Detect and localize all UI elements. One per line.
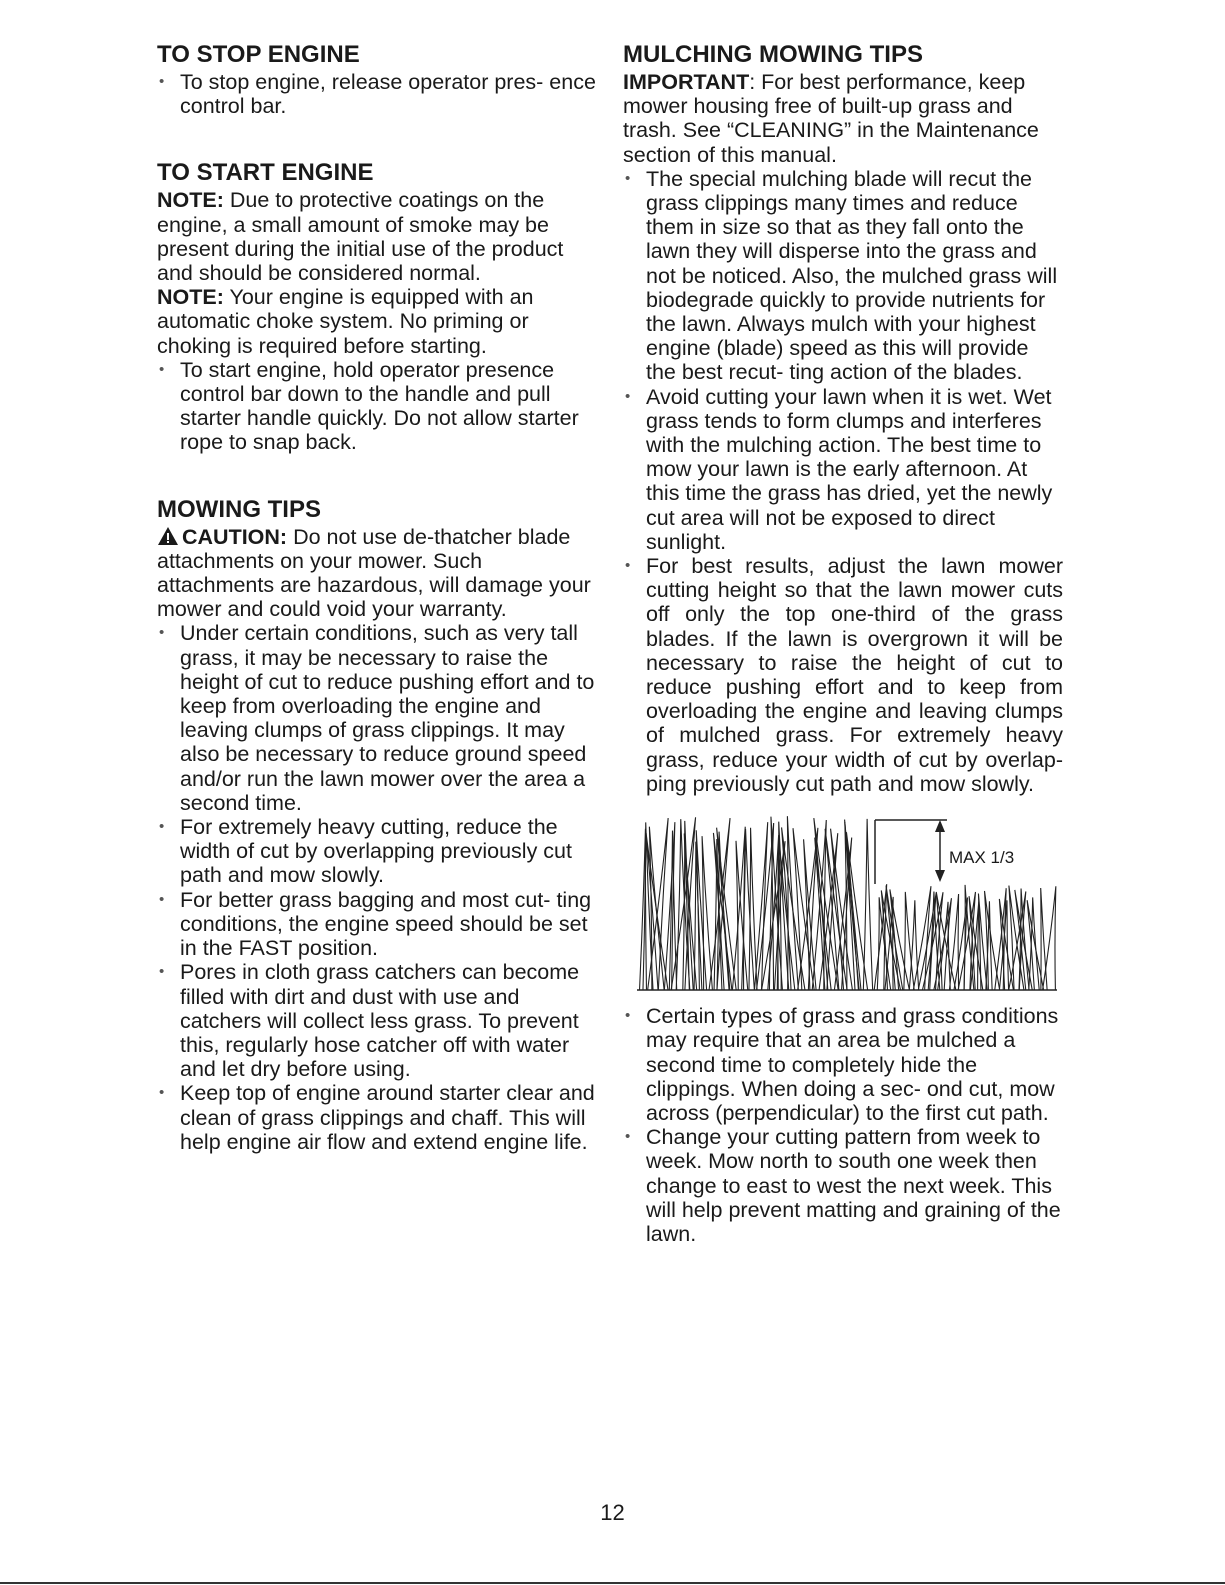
note-text: Due to protective coatings on the engine, a small amount of smoke may be present during the initial use of the product and should be considered normal. xyxy=(157,188,564,286)
mulching-tips-list xyxy=(623,167,1063,796)
stop-engine-heading: TO STOP ENGINE xyxy=(157,41,360,68)
list-item: • Under certain conditions, such as very tall grass, it may be necessary to raise the height of cut to reduce pushing effort and to keep from overloading the engine and leaving clumps of grass clippings. It may also be necessary to reduce ground speed and/or run the lawn mower over the area a second time. xyxy=(157,621,597,815)
list-item: • Avoid cutting your lawn when it is wet. Wet grass tends to form clumps and interferes with the mulching action. The best time to mow your lawn is the early afternoon. At this time the grass has dried, yet the newly cut area will not be exposed to direct sunlight. xyxy=(623,385,1063,554)
list-item: • Change your cutting pattern from week to week. Mow north to south one week then change to east to west the next week. This will help prevent matting and graining of the lawn. xyxy=(623,1125,1063,1246)
grass-illustration xyxy=(637,812,1057,992)
max-one-third-label: MAX 1/3 xyxy=(949,848,1015,868)
important-paragraph xyxy=(623,70,1063,167)
right-column xyxy=(623,40,1063,1246)
list-item: • For better grass bagging and most cut- ting conditions, the engine speed should be set in the FAST position. xyxy=(157,888,597,961)
caution-label: CAUTION: xyxy=(182,524,288,549)
note-label: NOTE: xyxy=(157,285,224,310)
mowing-tips-heading: MOWING TIPS xyxy=(157,495,321,523)
important-text: : For best performance, keep mower housing free of built-up grass and trash. See “CLEANING” in the Maintenance section of this manual. xyxy=(623,70,1039,167)
list-item: • To start engine, hold operator presence control bar down to the handle and pull starter handle quickly. Do not allow starter rope to snap back. xyxy=(157,358,597,455)
list-item: • For best results, adjust the lawn mower cutting height so that the lawn mower cuts off only the top one-third of the grass blades. If the lawn is overgrown it will be necessary to raise the height of cut to reduce pushing effort and to keep from overloading the engine and leaving clumps of mulched grass. For extremely heavy grass, reduce your width of cut by overlap- ping previously cut path and mow slowly. xyxy=(623,554,1063,796)
list-item: • For extremely heavy cutting, reduce the width of cut by overlapping previously cut path and mow slowly. xyxy=(157,815,597,888)
caution-text: Do not use de-thatcher blade attachments on your mower. Such attachments are hazardous, will damage your mower and could void your warranty. xyxy=(157,524,591,622)
note-label: NOTE: xyxy=(157,188,224,213)
start-engine-heading: TO START ENGINE xyxy=(157,159,374,187)
list-item: • Certain types of grass and grass conditions may require that an area be mulched a second time to completely hide the clippings. When doing a sec- ond cut, mow across (perpendicular) to the first cut path. xyxy=(623,1004,1063,1125)
caution-paragraph xyxy=(157,525,597,622)
list-item: • Pores in cloth grass catchers can become filled with dirt and dust with use and catchers will collect less grass. To prevent this, regularly hose catcher off with water and let dry before using. xyxy=(157,960,597,1081)
page-number: 12 xyxy=(600,1500,625,1525)
warning-triangle-icon xyxy=(157,526,179,546)
list-item: • Keep top of engine around starter clear and clean of grass clippings and chaff. This will help engine air flow and extend engine life. xyxy=(157,1081,597,1154)
list-item: • The special mulching blade will recut the grass clippings many times and reduce them in size so that as they fall onto the lawn they will disperse into the grass and not be noticed. Also, the mulched grass will biodegrade quickly to provide nutrients for the lawn. Always mulch with your highest engine (blade) speed as this will provide the best recut- ting action of the blades. xyxy=(623,167,1063,385)
note-paragraph xyxy=(157,188,597,285)
mowing-tips-list xyxy=(157,621,597,1153)
start-engine-list xyxy=(157,358,597,455)
mulching-tips-list-2 xyxy=(623,1004,1063,1246)
bottom-divider xyxy=(0,1582,1225,1584)
list-item: • To stop engine, release operator pres- ence control bar. xyxy=(157,70,597,118)
mulching-tips-heading: MULCHING MOWING TIPS xyxy=(623,41,923,68)
stop-engine-list xyxy=(157,70,597,118)
important-label: IMPORTANT xyxy=(623,70,750,94)
note-text: Your engine is equipped with an automatic choke system. No priming or choking is required before starting. xyxy=(157,285,534,358)
left-column xyxy=(157,40,597,1154)
grass-height-figure xyxy=(637,812,1057,992)
note-paragraph xyxy=(157,285,597,358)
